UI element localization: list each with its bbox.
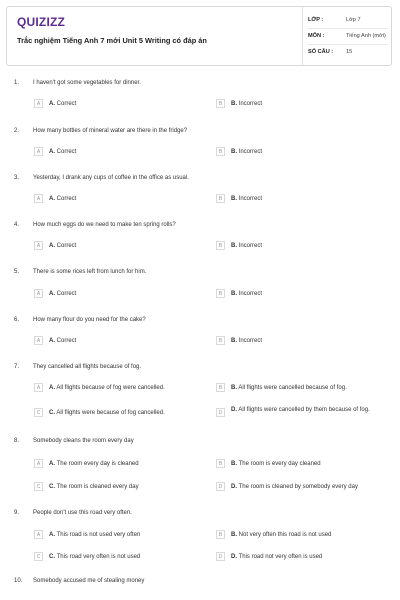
question-text: Somebody cleans the room every day xyxy=(33,438,134,444)
question-text: People don't use this road very often. xyxy=(33,510,132,516)
option-label: D. xyxy=(231,407,237,413)
option-label: A. xyxy=(49,149,55,155)
quizizz-logo: QUIZIZZ xyxy=(17,15,66,29)
option-letter-box: B xyxy=(216,383,225,392)
option-letter-box: A xyxy=(34,241,43,250)
meta-grade-value: Lớp 7 xyxy=(346,17,361,23)
option-label: B. xyxy=(231,149,237,155)
option-letter-box: B xyxy=(216,459,225,468)
question-number: 4. xyxy=(14,222,20,228)
document-title: Trắc nghiệm Tiếng Anh 7 mới Unit 5 Writing có đáp án xyxy=(17,36,207,45)
option-letter-box: D xyxy=(216,552,225,561)
option-label: B. xyxy=(231,532,237,538)
option-label: A. xyxy=(49,385,55,391)
option-label: B. xyxy=(231,338,237,344)
option-text: Correct xyxy=(56,243,77,249)
worksheet-header xyxy=(6,6,392,66)
question-text: How many flour do you need for the cake? xyxy=(33,317,146,323)
option-label: A. xyxy=(49,338,55,344)
question-number: 1. xyxy=(14,80,20,86)
option-label: A. xyxy=(49,196,55,202)
option-text: Correct xyxy=(56,338,77,344)
option-letter-box: A xyxy=(34,336,43,345)
option-text: Incorrect xyxy=(238,291,263,297)
meta-count-value: 15 xyxy=(346,49,353,55)
question-number: 5. xyxy=(14,269,20,275)
option-text: Not very often this road is not used xyxy=(238,532,332,538)
option-text: The room is cleaned every day xyxy=(56,484,139,490)
option-label: B. xyxy=(231,291,237,297)
option-label: C. xyxy=(49,484,55,490)
option-text: All flights were because of fog cancelled. xyxy=(56,410,165,416)
option-text: Correct xyxy=(56,149,77,155)
question-text: Somebody accused me of stealing money xyxy=(33,578,145,584)
option-text: This road very often is not used xyxy=(56,554,141,560)
option-letter-box: A xyxy=(34,530,43,539)
meta-subject-value: Tiếng Anh (mới) xyxy=(346,33,386,39)
option-label: A. xyxy=(49,243,55,249)
option-text: Correct xyxy=(56,196,77,202)
option-text: Correct xyxy=(56,291,77,297)
question-number: 2. xyxy=(14,128,20,134)
option-letter-box: A xyxy=(34,289,43,298)
option-text: This road is not used very often xyxy=(56,532,141,538)
option-text: Correct xyxy=(56,101,77,107)
option-label: B. xyxy=(231,196,237,202)
option-letter-box: C xyxy=(34,408,43,417)
meta-count-label: SỐ CÂU : xyxy=(308,49,334,55)
option-label: A. xyxy=(49,461,55,467)
option-letter-box: A xyxy=(34,459,43,468)
option-text: Incorrect xyxy=(238,196,263,202)
question-number: 9. xyxy=(14,510,20,516)
option-label: A. xyxy=(49,291,55,297)
option-label: D. xyxy=(231,484,237,490)
option-label: C. xyxy=(49,410,55,416)
question-number: 7. xyxy=(14,364,20,370)
option-label: B. xyxy=(231,243,237,249)
meta-separator xyxy=(308,28,388,29)
question-number: 8. xyxy=(14,438,20,444)
question-number: 10. xyxy=(14,578,23,584)
option-text: The room is cleaned by somebody every day xyxy=(238,484,358,490)
option-label: A. xyxy=(49,101,55,107)
option-label: B. xyxy=(231,461,237,467)
option-label: B. xyxy=(231,385,237,391)
option-label: C. xyxy=(49,554,55,560)
question-text: I haven't got some vegetables for dinner. xyxy=(33,80,141,86)
option-label: A. xyxy=(49,532,55,538)
option-letter-box: B xyxy=(216,241,225,250)
option-text: The room is every day cleaned xyxy=(238,461,321,467)
question-number: 3. xyxy=(14,175,20,181)
option-text: All flights were cancelled by them because of fog. xyxy=(238,407,370,413)
question-text: How many bottles of mineral water are there in the fridge? xyxy=(33,128,188,134)
option-label: B. xyxy=(231,101,237,107)
question-text: There is some rices left from lunch for him. xyxy=(33,269,147,275)
option-letter-box: D xyxy=(216,482,225,491)
option-text: Incorrect xyxy=(238,243,263,249)
option-letter-box: B xyxy=(216,147,225,156)
option-letter-box: A xyxy=(34,194,43,203)
question-text: How much eggs do we need to make ten spring rolls? xyxy=(33,222,176,228)
option-letter-box: A xyxy=(34,147,43,156)
option-text: Incorrect xyxy=(238,338,263,344)
option-label: D. xyxy=(231,554,237,560)
option-letter-box: B xyxy=(216,530,225,539)
meta-subject-label: MÔN : xyxy=(308,33,325,39)
option-letter-box: B xyxy=(216,336,225,345)
option-text: This road not very often is used xyxy=(238,554,323,560)
option-text: Incorrect xyxy=(238,149,263,155)
option-letter-box: B xyxy=(216,194,225,203)
option-letter-box: C xyxy=(34,552,43,561)
header-divider xyxy=(302,7,303,65)
option-letter-box: D xyxy=(216,408,225,417)
question-number: 6. xyxy=(14,317,20,323)
option-text: All flights were cancelled because of fog. xyxy=(238,385,347,391)
option-letter-box: A xyxy=(34,99,43,108)
question-text: Yesterday, I drank any cups of coffee in the office as usual. xyxy=(33,175,189,181)
option-text: Incorrect xyxy=(238,101,263,107)
option-letter-box: B xyxy=(216,289,225,298)
option-letter-box: B xyxy=(216,99,225,108)
question-text: They cancelled all flights because of fog. xyxy=(33,364,142,370)
meta-grade-label: LỚP : xyxy=(308,17,324,23)
option-letter-box: C xyxy=(34,482,43,491)
option-text: The room every day is cleaned xyxy=(56,461,139,467)
option-letter-box: A xyxy=(34,383,43,392)
meta-separator xyxy=(308,44,388,45)
option-text: All flights because of fog were cancelled. xyxy=(56,385,165,391)
